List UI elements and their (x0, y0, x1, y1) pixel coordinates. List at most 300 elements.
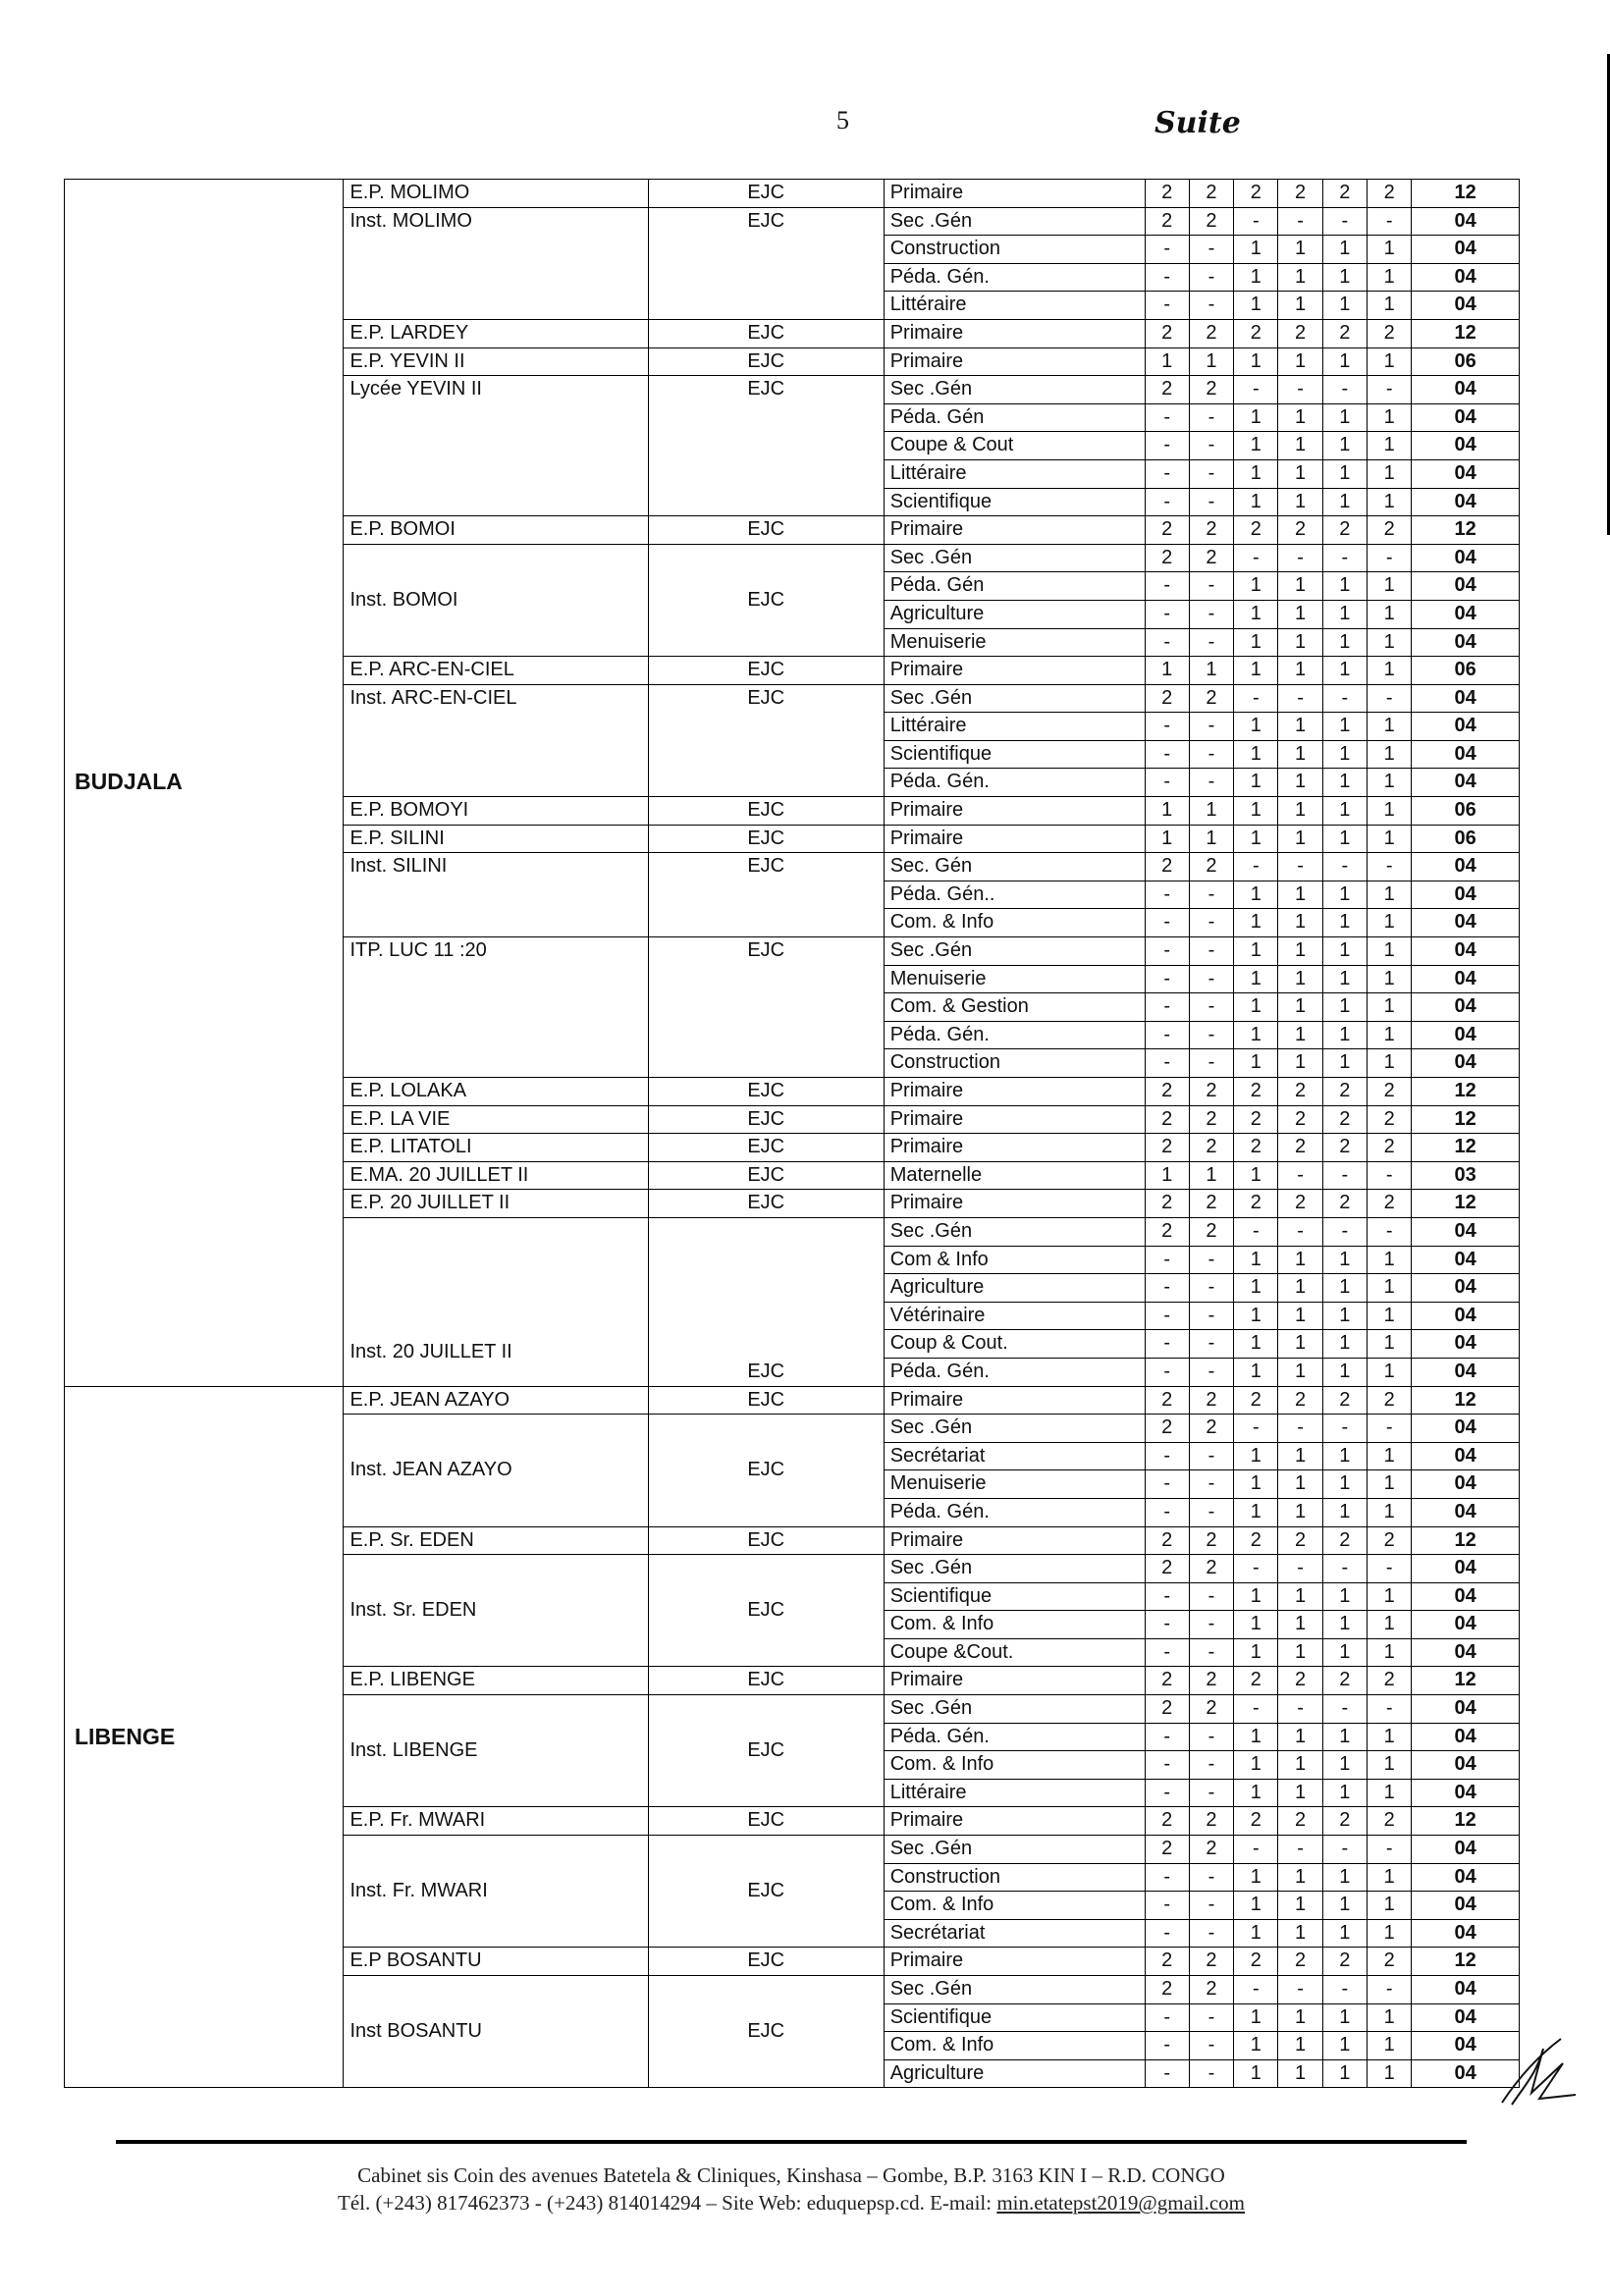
option-name: Secrétariat (884, 1919, 1145, 1948)
level-count: 1 (1322, 2003, 1367, 2032)
level-count: 1 (1234, 292, 1278, 320)
level-count: 2 (1145, 1555, 1189, 1583)
level-count: - (1322, 1555, 1367, 1583)
level-count: - (1189, 1582, 1233, 1611)
option-total: 04 (1412, 769, 1520, 797)
level-count: 1 (1368, 347, 1412, 376)
level-count: 1 (1368, 1751, 1412, 1780)
level-count: 2 (1189, 1807, 1233, 1836)
option-name: Péda. Gén. (884, 1021, 1145, 1049)
level-count: - (1189, 572, 1233, 601)
level-count: - (1189, 403, 1233, 432)
level-count: 2 (1278, 1134, 1322, 1162)
option-name: Primaire (884, 657, 1145, 685)
option-name: Sec .Gén (884, 1415, 1145, 1443)
level-count: 1 (1322, 459, 1367, 488)
level-count: - (1145, 2059, 1189, 2088)
level-count: 1 (1234, 1274, 1278, 1303)
option-name: Sec .Gén (884, 1695, 1145, 1724)
option-name: Primaire (884, 1105, 1145, 1134)
level-count: 2 (1145, 1695, 1189, 1724)
level-count: 2 (1145, 1976, 1189, 2004)
level-count: 1 (1368, 572, 1412, 601)
level-count: - (1145, 1919, 1189, 1948)
level-count: - (1322, 544, 1367, 572)
level-count: - (1145, 1723, 1189, 1751)
level-count: - (1189, 1442, 1233, 1470)
level-count: 1 (1368, 1723, 1412, 1751)
level-count: 1 (1368, 1358, 1412, 1386)
school-conf: EJC (648, 853, 884, 937)
option-name: Vétérinaire (884, 1302, 1145, 1330)
level-count: 1 (1368, 1863, 1412, 1892)
level-count: - (1145, 1892, 1189, 1920)
level-count: 1 (1368, 937, 1412, 966)
level-count: 2 (1145, 1134, 1189, 1162)
option-total: 04 (1412, 740, 1520, 769)
level-count: 1 (1234, 1498, 1278, 1526)
level-count: - (1145, 1498, 1189, 1526)
option-total: 04 (1412, 1695, 1520, 1724)
level-count: 1 (1368, 628, 1412, 657)
level-count: 1 (1278, 1330, 1322, 1359)
level-count: 1 (1278, 657, 1322, 685)
level-count: 2 (1234, 319, 1278, 347)
level-count: 2 (1368, 1078, 1412, 1106)
school-name: ITP. LUC 11 :20 (344, 937, 648, 1078)
option-total: 12 (1412, 516, 1520, 545)
level-count: 1 (1278, 292, 1322, 320)
level-count: 2 (1145, 207, 1189, 236)
level-count: 1 (1368, 236, 1412, 264)
level-count: 2 (1189, 1190, 1233, 1218)
school-name: Inst. MOLIMO (344, 207, 648, 319)
level-count: 1 (1322, 1779, 1367, 1807)
level-count: - (1145, 909, 1189, 937)
level-count: - (1322, 207, 1367, 236)
option-total: 04 (1412, 881, 1520, 909)
option-total: 12 (1412, 1078, 1520, 1106)
option-name: Péda. Gén. (884, 1358, 1145, 1386)
school-conf: EJC (648, 319, 884, 347)
school-conf: EJC (648, 1948, 884, 1976)
level-count: 1 (1322, 1863, 1367, 1892)
table-row (65, 1386, 1520, 1415)
level-count: 1 (1234, 1892, 1278, 1920)
level-count: 2 (1322, 1667, 1367, 1695)
level-count: 1 (1278, 1049, 1322, 1078)
level-count: 1 (1278, 1442, 1322, 1470)
level-count: - (1278, 1217, 1322, 1246)
level-count: - (1234, 207, 1278, 236)
level-count: - (1189, 1751, 1233, 1780)
school-conf: EJC (648, 797, 884, 826)
level-count: 2 (1322, 180, 1367, 208)
level-count: 1 (1234, 937, 1278, 966)
level-count: 2 (1368, 319, 1412, 347)
level-count: - (1189, 909, 1233, 937)
school-conf: EJC (648, 937, 884, 1078)
school-name: E.P. ARC-EN-CIEL (344, 657, 648, 685)
level-count: 1 (1368, 2032, 1412, 2060)
option-name: Primaire (884, 1667, 1145, 1695)
option-total: 04 (1412, 1892, 1520, 1920)
level-count: 1 (1322, 1611, 1367, 1639)
level-count: 2 (1145, 1415, 1189, 1443)
level-count: 1 (1234, 1330, 1278, 1359)
level-count: - (1278, 853, 1322, 881)
level-count: 1 (1234, 993, 1278, 1022)
option-total: 04 (1412, 459, 1520, 488)
level-count: 1 (1189, 1161, 1233, 1190)
level-count: 2 (1189, 319, 1233, 347)
option-name: Com. & Info (884, 1892, 1145, 1920)
level-count: - (1189, 628, 1233, 657)
school-name: E.P. LOLAKA (344, 1078, 648, 1106)
level-count: - (1189, 1470, 1233, 1499)
option-name: Péda. Gén.. (884, 881, 1145, 909)
level-count: 1 (1278, 909, 1322, 937)
level-count: 1 (1234, 628, 1278, 657)
level-count: 1 (1189, 797, 1233, 826)
option-total: 04 (1412, 1498, 1520, 1526)
level-count: 1 (1322, 1723, 1367, 1751)
option-total: 04 (1412, 1751, 1520, 1780)
level-count: - (1278, 1836, 1322, 1864)
level-count: 1 (1322, 1246, 1367, 1274)
level-count: 1 (1278, 459, 1322, 488)
level-count: 1 (1322, 403, 1367, 432)
school-name: Inst. SILINI (344, 853, 648, 937)
level-count: 1 (1278, 1723, 1322, 1751)
level-count: 1 (1278, 1919, 1322, 1948)
level-count: 1 (1234, 909, 1278, 937)
level-count: - (1145, 937, 1189, 966)
option-name: Littéraire (884, 713, 1145, 741)
level-count: - (1368, 1217, 1412, 1246)
level-count: 2 (1145, 1948, 1189, 1976)
level-count: 1 (1234, 1582, 1278, 1611)
level-count: 1 (1368, 825, 1412, 853)
level-count: 1 (1322, 263, 1367, 292)
level-count: 1 (1278, 347, 1322, 376)
level-count: - (1145, 993, 1189, 1022)
level-count: - (1145, 1582, 1189, 1611)
option-total: 04 (1412, 2059, 1520, 2088)
option-total: 04 (1412, 263, 1520, 292)
level-count: 1 (1234, 657, 1278, 685)
level-count: 1 (1368, 1330, 1412, 1359)
level-count: 1 (1234, 713, 1278, 741)
level-count: 1 (1322, 1892, 1367, 1920)
level-count: 1 (1234, 1442, 1278, 1470)
option-total: 04 (1412, 937, 1520, 966)
level-count: - (1368, 853, 1412, 881)
level-count: - (1189, 263, 1233, 292)
level-count: 1 (1234, 825, 1278, 853)
level-count: - (1145, 881, 1189, 909)
school-conf: EJC (648, 1105, 884, 1134)
level-count: - (1189, 1892, 1233, 1920)
option-name: Com. & Gestion (884, 993, 1145, 1022)
option-name: Péda. Gén. (884, 1498, 1145, 1526)
level-count: 1 (1189, 657, 1233, 685)
level-count: - (1145, 403, 1189, 432)
level-count: - (1145, 600, 1189, 628)
level-count: 2 (1234, 1078, 1278, 1106)
level-count: 2 (1322, 516, 1367, 545)
level-count: 1 (1322, 740, 1367, 769)
option-total: 06 (1412, 657, 1520, 685)
level-count: 1 (1368, 909, 1412, 937)
school-name: Inst. Fr. MWARI (344, 1836, 648, 1948)
level-count: 1 (1368, 1274, 1412, 1303)
level-count: 2 (1234, 516, 1278, 545)
level-count: 1 (1234, 1049, 1278, 1078)
level-count: - (1145, 1330, 1189, 1359)
level-count: 2 (1278, 1807, 1322, 1836)
option-total: 04 (1412, 1358, 1520, 1386)
level-count: 2 (1368, 1807, 1412, 1836)
school-name: Inst. JEAN AZAYO (344, 1415, 648, 1526)
option-total: 04 (1412, 1246, 1520, 1274)
level-count: 2 (1189, 1386, 1233, 1415)
option-name: Secrétariat (884, 1442, 1145, 1470)
option-total: 04 (1412, 1836, 1520, 1864)
level-count: 2 (1189, 1555, 1233, 1583)
level-count: 1 (1278, 1751, 1322, 1780)
level-count: 2 (1234, 1190, 1278, 1218)
option-name: Coupe & Cout (884, 432, 1145, 460)
level-count: 2 (1145, 319, 1189, 347)
option-total: 12 (1412, 180, 1520, 208)
level-count: 1 (1278, 713, 1322, 741)
level-count: 1 (1278, 881, 1322, 909)
option-total: 06 (1412, 347, 1520, 376)
level-count: 1 (1278, 740, 1322, 769)
level-count: 1 (1322, 909, 1367, 937)
level-count: - (1145, 713, 1189, 741)
level-count: 2 (1189, 516, 1233, 545)
option-total: 04 (1412, 403, 1520, 432)
level-count: 1 (1234, 2032, 1278, 2060)
option-name: Primaire (884, 1807, 1145, 1836)
option-total: 04 (1412, 993, 1520, 1022)
level-count: - (1278, 1161, 1322, 1190)
option-name: Primaire (884, 1948, 1145, 1976)
level-count: - (1189, 1611, 1233, 1639)
school-name: Inst. LIBENGE (344, 1695, 648, 1807)
level-count: 2 (1189, 180, 1233, 208)
level-count: 1 (1278, 263, 1322, 292)
level-count: - (1189, 2059, 1233, 2088)
level-count: 1 (1368, 797, 1412, 826)
school-name: E.P. MOLIMO (344, 180, 648, 208)
option-total: 12 (1412, 1134, 1520, 1162)
option-total: 12 (1412, 1667, 1520, 1695)
school-name: E.P. 20 JUILLET II (344, 1190, 648, 1218)
level-count: 2 (1322, 1948, 1367, 1976)
level-count: - (1189, 881, 1233, 909)
level-count: 1 (1322, 628, 1367, 657)
option-total: 04 (1412, 432, 1520, 460)
level-count: - (1322, 853, 1367, 881)
option-name: Littéraire (884, 292, 1145, 320)
level-count: 1 (1278, 2032, 1322, 2060)
level-count: 2 (1234, 1667, 1278, 1695)
level-count: 1 (1368, 1919, 1412, 1948)
school-name: Inst. Sr. EDEN (344, 1555, 648, 1667)
table-row (65, 180, 1520, 208)
option-total: 04 (1412, 376, 1520, 404)
level-count: 1 (1234, 1779, 1278, 1807)
school-conf: EJC (648, 1807, 884, 1836)
option-name: Péda. Gén. (884, 769, 1145, 797)
level-count: 1 (1322, 797, 1367, 826)
school-conf: EJC (648, 1078, 884, 1106)
school-name: E.P. Sr. EDEN (344, 1526, 648, 1555)
level-count: 1 (1322, 657, 1367, 685)
schools-table-wrapper (64, 179, 1520, 2084)
level-count: - (1189, 965, 1233, 993)
level-count: 2 (1189, 1078, 1233, 1106)
option-total: 12 (1412, 1807, 1520, 1836)
level-count: 1 (1234, 263, 1278, 292)
level-count: - (1145, 459, 1189, 488)
level-count: - (1145, 769, 1189, 797)
level-count: 2 (1368, 1948, 1412, 1976)
level-count: 1 (1368, 403, 1412, 432)
level-count: 1 (1322, 236, 1367, 264)
level-count: - (1189, 713, 1233, 741)
school-conf: EJC (648, 1161, 884, 1190)
level-count: - (1145, 1638, 1189, 1667)
level-count: 1 (1368, 740, 1412, 769)
level-count: 1 (1322, 1021, 1367, 1049)
level-count: 2 (1189, 1526, 1233, 1555)
option-total: 04 (1412, 207, 1520, 236)
option-name: Sec .Gén (884, 684, 1145, 713)
level-count: 1 (1234, 1863, 1278, 1892)
level-count: 1 (1278, 1638, 1322, 1667)
level-count: - (1145, 1302, 1189, 1330)
option-name: Com. & Info (884, 1611, 1145, 1639)
school-name: E.P BOSANTU (344, 1948, 648, 1976)
school-name: E.MA. 20 JUILLET II (344, 1161, 648, 1190)
option-total: 04 (1412, 1611, 1520, 1639)
level-count: 1 (1145, 347, 1189, 376)
suite-label: Suite (1154, 106, 1241, 140)
level-count: 1 (1368, 1611, 1412, 1639)
level-count: 1 (1278, 1779, 1322, 1807)
level-count: 2 (1189, 1134, 1233, 1162)
level-count: - (1368, 1976, 1412, 2004)
level-count: 1 (1234, 797, 1278, 826)
page-number: 5 (836, 106, 849, 134)
level-count: 1 (1278, 403, 1322, 432)
footer-email-link[interactable]: min.etatepst2019@gmail.com (996, 2191, 1245, 2215)
option-total: 06 (1412, 797, 1520, 826)
level-count: - (1234, 376, 1278, 404)
school-name: E.P. Fr. MWARI (344, 1807, 648, 1836)
level-count: 1 (1234, 2059, 1278, 2088)
level-count: 2 (1368, 1667, 1412, 1695)
level-count: 2 (1234, 1948, 1278, 1976)
level-count: - (1278, 544, 1322, 572)
option-name: Sec .Gén (884, 1836, 1145, 1864)
level-count: - (1145, 1021, 1189, 1049)
level-count: 2 (1322, 1526, 1367, 1555)
option-total: 04 (1412, 2032, 1520, 2060)
school-name: Inst. BOMOI (344, 544, 648, 656)
level-count: 2 (1234, 1105, 1278, 1134)
school-conf: EJC (648, 1217, 884, 1386)
level-count: 1 (1278, 937, 1322, 966)
option-total: 04 (1412, 1442, 1520, 1470)
option-name: Primaire (884, 797, 1145, 826)
level-count: - (1368, 376, 1412, 404)
level-count: 2 (1368, 180, 1412, 208)
level-count: - (1234, 1976, 1278, 2004)
level-count: 1 (1234, 1021, 1278, 1049)
level-count: - (1278, 1976, 1322, 2004)
level-count: - (1189, 2003, 1233, 2032)
school-conf: EJC (648, 1526, 884, 1555)
level-count: 2 (1322, 1807, 1367, 1836)
option-total: 04 (1412, 236, 1520, 264)
level-count: - (1145, 1751, 1189, 1780)
level-count: 1 (1234, 600, 1278, 628)
level-count: 1 (1368, 488, 1412, 516)
footer-contact (116, 2189, 1467, 2216)
level-count: 1 (1322, 347, 1367, 376)
level-count: 1 (1278, 2003, 1322, 2032)
option-name: Primaire (884, 1078, 1145, 1106)
level-count: - (1234, 1836, 1278, 1864)
level-count: 1 (1368, 881, 1412, 909)
option-name: Littéraire (884, 459, 1145, 488)
level-count: 1 (1322, 600, 1367, 628)
footer (116, 2162, 1467, 2216)
level-count: - (1189, 1779, 1233, 1807)
level-count: 2 (1278, 1667, 1322, 1695)
level-count: 1 (1189, 825, 1233, 853)
option-total: 12 (1412, 1105, 1520, 1134)
option-name: Scientifique (884, 2003, 1145, 2032)
level-count: 2 (1145, 376, 1189, 404)
level-count: - (1145, 628, 1189, 657)
level-count: 1 (1322, 1049, 1367, 1078)
level-count: 1 (1368, 1302, 1412, 1330)
territory-name: BUDJALA (65, 180, 344, 1387)
level-count: 1 (1322, 1302, 1367, 1330)
level-count: - (1145, 488, 1189, 516)
level-count: - (1189, 1498, 1233, 1526)
option-name: Primaire (884, 319, 1145, 347)
level-count: - (1145, 432, 1189, 460)
option-name: Sec. Gén (884, 853, 1145, 881)
option-name: Sec .Gén (884, 1976, 1145, 2004)
school-conf: EJC (648, 207, 884, 319)
level-count: - (1189, 1723, 1233, 1751)
level-count: 1 (1278, 572, 1322, 601)
school-name: E.P. JEAN AZAYO (344, 1386, 648, 1415)
level-count: 1 (1322, 1274, 1367, 1303)
level-count: 2 (1322, 1105, 1367, 1134)
option-total: 04 (1412, 1863, 1520, 1892)
level-count: 1 (1322, 937, 1367, 966)
school-name: E.P. LA VIE (344, 1105, 648, 1134)
